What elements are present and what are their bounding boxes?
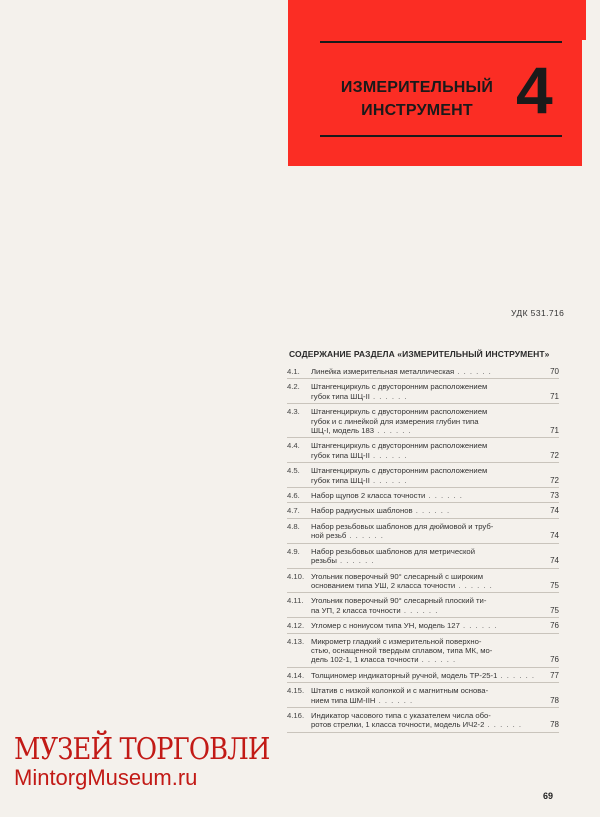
toc-item-title: Штангенциркуль с двусторонним расположением губок типа ШЦ-II . . . <box>311 382 543 401</box>
toc-item-title: Угломер с нониусом типа УН, модель 127 . . . <box>311 621 543 630</box>
toc-item-number: 4.9. <box>287 546 300 556</box>
toc-item <box>287 506 559 518</box>
museum-logo: МУЗЕЙ ТОРГОВЛИ <box>14 732 270 767</box>
toc-item <box>287 547 559 569</box>
toc-item <box>287 711 559 733</box>
toc-item-title: Штангенциркуль с двусторонним расположением губок и с линейкой для измерения глубин типа ШЦ-I, модель 183 . . . <box>311 407 543 435</box>
toc-item <box>287 441 559 463</box>
section-number: 4 <box>516 53 553 127</box>
toc-item-page: 78 <box>550 695 559 705</box>
toc-item-number: 4.1. <box>287 367 300 376</box>
toc-item-page: 76 <box>550 621 559 631</box>
header-rule-bottom <box>320 135 562 137</box>
toc-item-page: 73 <box>550 491 559 501</box>
toc-item-title: Набор щупов 2 класса точности . . . <box>311 491 543 500</box>
toc-item-number: 4.4. <box>287 441 300 451</box>
museum-url: MintorgMuseum.ru <box>14 765 198 790</box>
toc-item-page: 78 <box>550 720 559 730</box>
udc-code: УДК 531.716 <box>511 308 565 318</box>
toc-item-number: 4.16. <box>287 710 305 720</box>
toc-item-page: 71 <box>550 426 559 436</box>
toc-item <box>287 382 559 404</box>
toc-item-number: 4.10. <box>287 571 305 581</box>
toc-item-page: 76 <box>550 655 559 665</box>
section-title-line2: ИНСТРУМЕНТ <box>361 102 473 119</box>
toc-item-number: 4.6. <box>287 491 300 501</box>
toc-item-title: Набор резьбовых шаблонов для метрической резьбы . . . <box>311 547 543 566</box>
toc-item-number: 4.8. <box>287 521 300 531</box>
toc-heading: СОДЕРЖАНИЕ РАЗДЕЛА «ИЗМЕРИТЕЛЬНЫЙ ИНСТРУМЕНТ» <box>289 349 550 359</box>
toc-list <box>287 367 559 736</box>
toc-item <box>287 522 559 544</box>
toc-item-title: Штатив с низкой колонкой и с магнитным основа- нием типа ШМ-IIН . . . <box>311 686 543 705</box>
toc-item <box>287 466 559 488</box>
toc-item-title: Штангенциркуль с двусторонним расположением губок типа ШЦ-II . . . <box>311 441 543 460</box>
section-title <box>322 76 512 122</box>
toc-item-title: Микрометр гладкий с измерительной поверхно- стью, оснащенной твердым сплавом, типа МК, мо- дель 102-1, 1 класса точности . . . <box>311 637 543 665</box>
toc-item-page: 72 <box>550 450 559 460</box>
section-title-line1: ИЗМЕРИТЕЛЬНЫЙ <box>340 79 494 96</box>
toc-item <box>287 572 559 594</box>
toc-item-page: 72 <box>550 475 559 485</box>
toc-item <box>287 491 559 503</box>
toc-item-page: 70 <box>550 367 559 376</box>
toc-item-page: 75 <box>550 605 559 615</box>
toc-item-number: 4.11. <box>287 596 304 606</box>
toc-item <box>287 596 559 618</box>
toc-item <box>287 637 559 668</box>
toc-item-page: 74 <box>550 531 559 541</box>
toc-item <box>287 686 559 708</box>
toc-item-page: 74 <box>550 556 559 566</box>
toc-item-page: 71 <box>550 391 559 401</box>
toc-item-title: Угольник поверочный 90° слесарный с широким основанием типа УШ, 2 класса точности . . . <box>311 572 543 591</box>
header-rule-top <box>320 41 562 43</box>
toc-item-number: 4.7. <box>287 506 300 516</box>
toc-item <box>287 367 559 379</box>
toc-item <box>287 621 559 633</box>
toc-item-number: 4.5. <box>287 466 300 476</box>
page-number: 69 <box>543 791 554 801</box>
toc-item-title: Штангенциркуль с двусторонним расположением губок типа ШЦ-II . . . <box>311 466 543 485</box>
toc-item-title: Набор резьбовых шаблонов для дюймовой и труб- ной резьб . . . <box>311 522 543 541</box>
toc-item-title: Толщиномер индикаторный ручной, модель ТР-25-1 . . . <box>311 671 543 680</box>
toc-item-title: Линейка измерительная металлическая . . . <box>311 367 543 376</box>
toc-item-number: 4.14. <box>287 670 305 680</box>
toc-item-number: 4.15. <box>287 686 305 696</box>
toc-item-page: 74 <box>550 506 559 516</box>
toc-item <box>287 671 559 683</box>
toc-item-title: Индикатор часового типа с указателем числа обо- ротов стрелки, 1 класса точности, модель ИЧ2-2 . . . <box>311 711 543 730</box>
toc-item-number: 4.13. <box>287 636 305 646</box>
toc-item-number: 4.12. <box>287 621 305 631</box>
toc-item-number: 4.2. <box>287 382 300 392</box>
toc-item-title: Набор радиусных шаблонов . . . <box>311 506 543 515</box>
toc-item-page: 77 <box>550 670 559 680</box>
toc-item-page: 75 <box>550 580 559 590</box>
toc-item <box>287 407 559 438</box>
toc-item-title: Угольник поверочный 90° слесарный плоский ти- па УП, 2 класса точности . . . <box>311 596 543 615</box>
section-header-tab <box>560 0 586 40</box>
toc-item-number: 4.3. <box>287 407 300 417</box>
